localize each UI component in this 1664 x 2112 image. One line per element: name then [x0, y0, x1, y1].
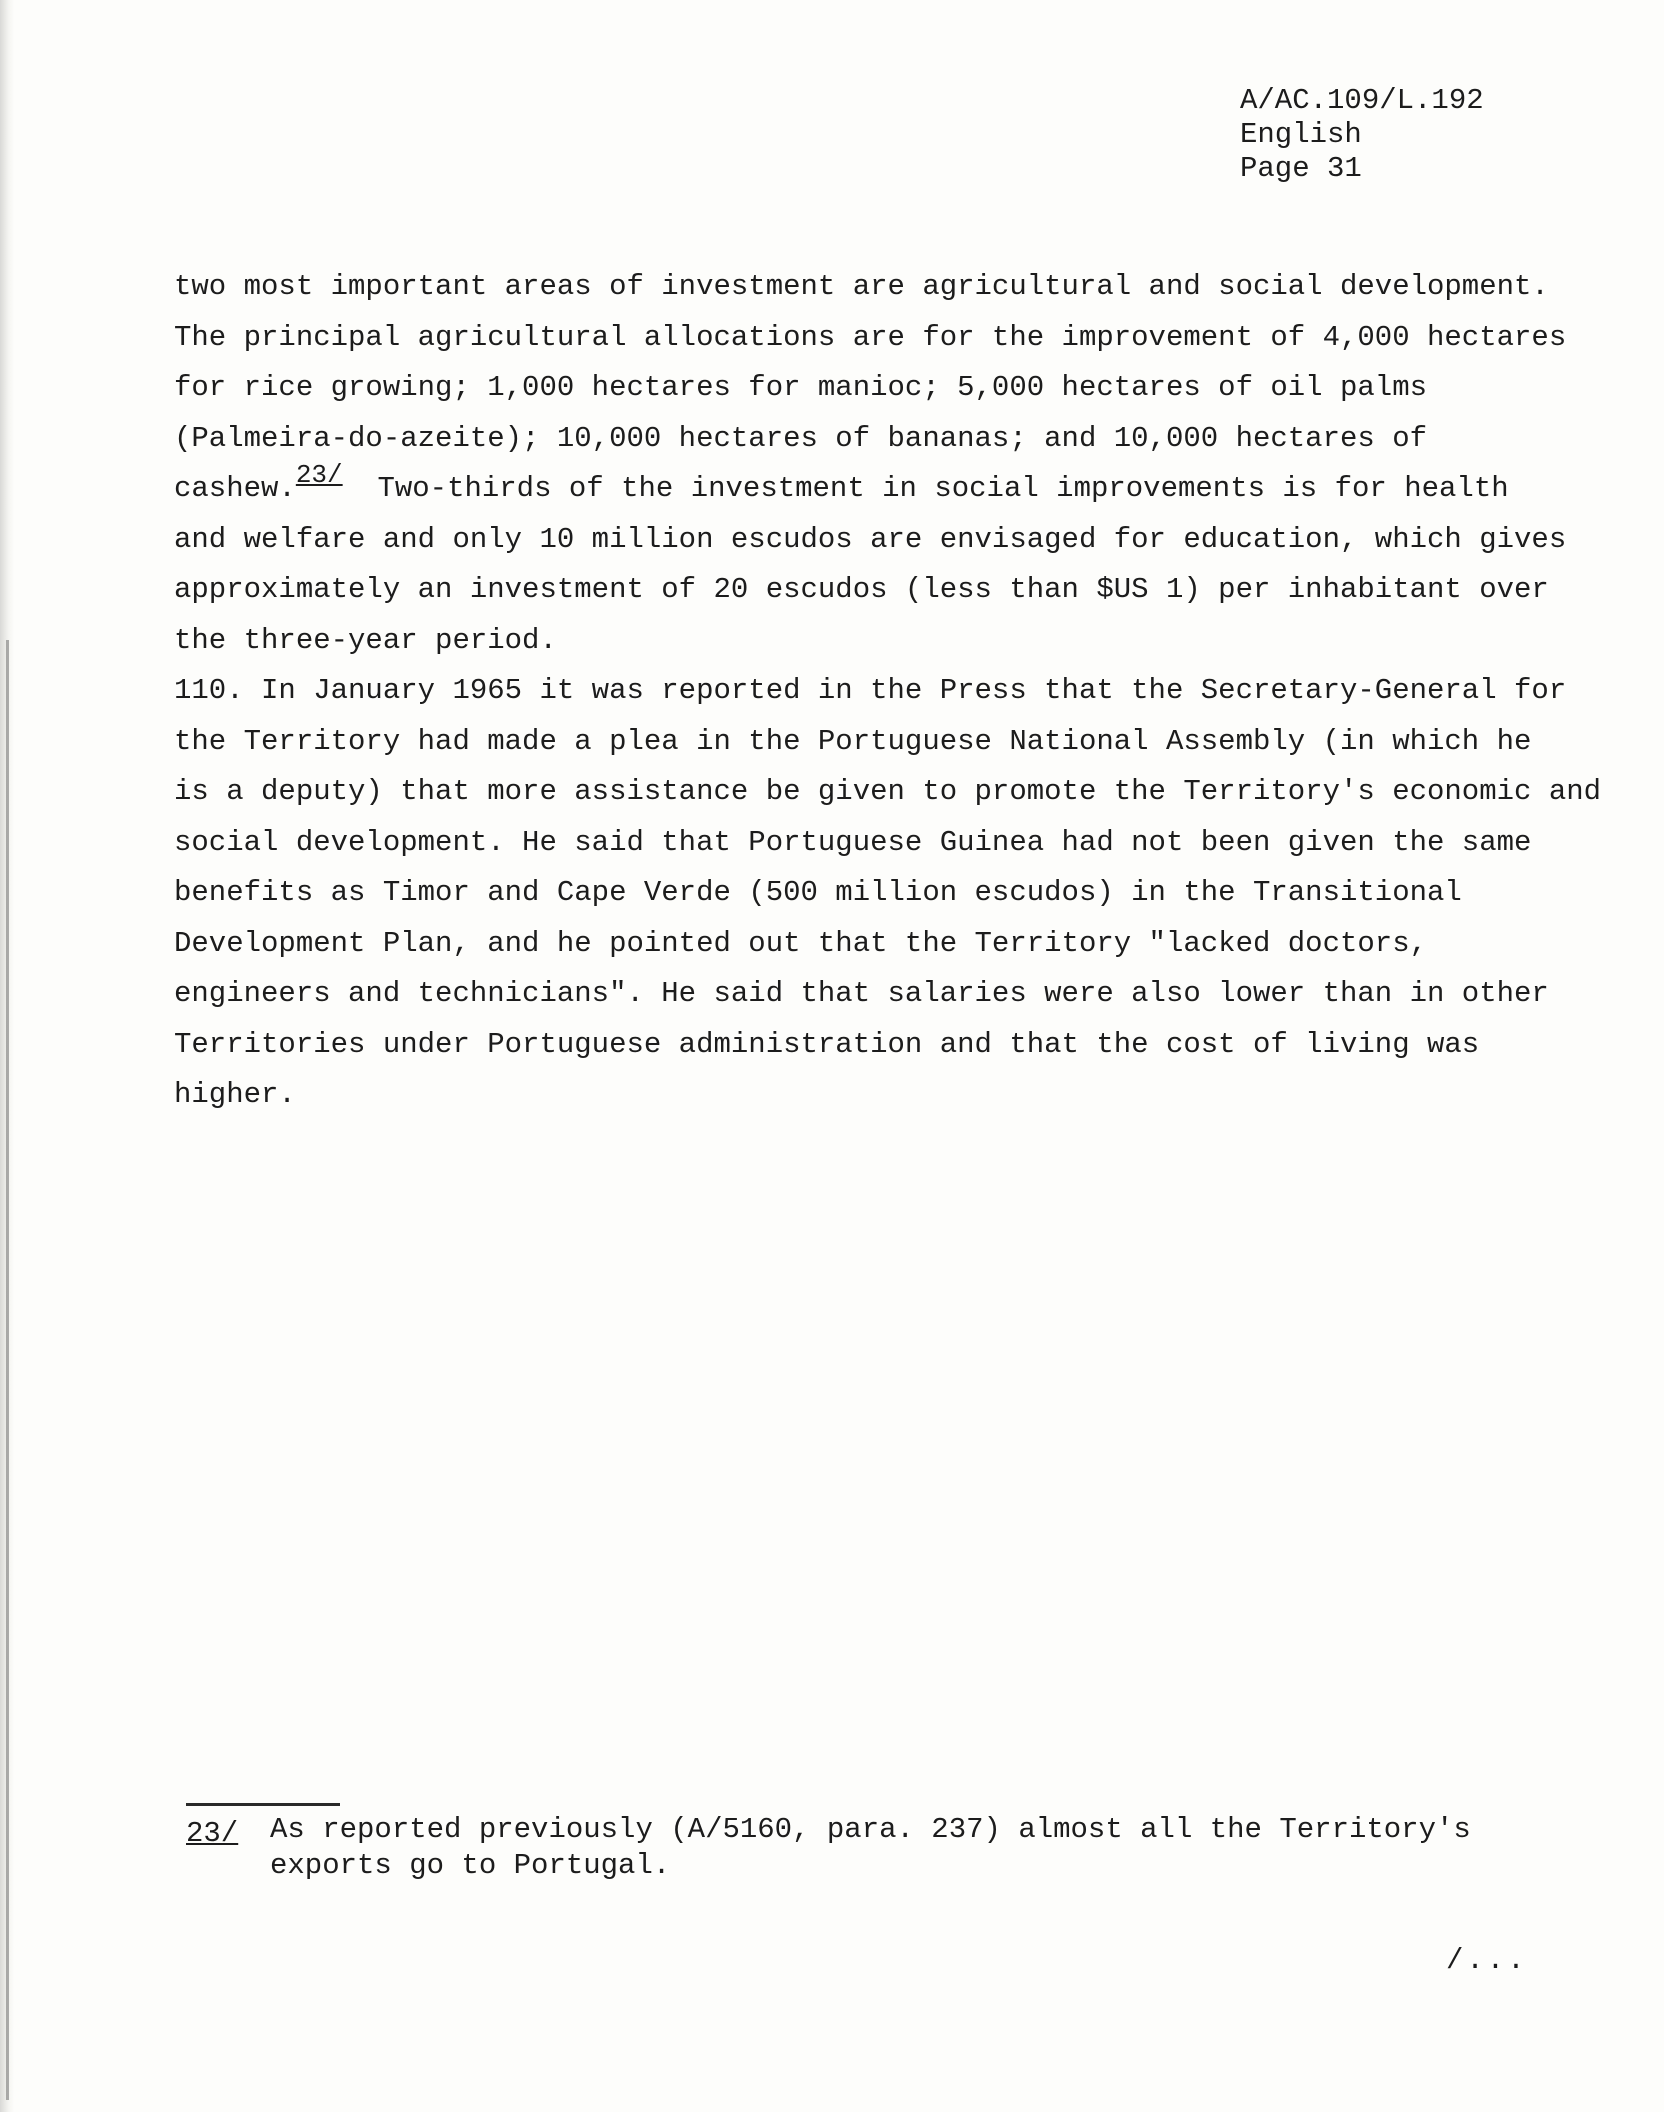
text-line: Territories under Portuguese administration and that the cost of living was	[174, 1027, 1480, 1061]
text-line: social development. He said that Portuguese Guinea had not been given the same	[174, 825, 1532, 859]
text-line: and welfare and only 10 million escudos are envisaged for education, which gives	[174, 522, 1567, 556]
continuation-mark: /...	[1446, 1944, 1528, 1977]
text-line: the three-year period.	[174, 623, 557, 657]
text-line: (Palmeira-do-azeite); 10,000 hectares of bananas; and 10,000 hectares of	[174, 421, 1428, 455]
document-language: English	[1240, 118, 1362, 151]
footnote-text	[270, 1812, 1471, 1884]
footnote-divider	[186, 1803, 340, 1806]
text-segment: Two-thirds of the investment in social improvements is for health	[377, 472, 1509, 505]
body-text	[174, 262, 1602, 1121]
text-line: benefits as Timor and Cape Verde (500 million escudos) in the Transitional	[174, 876, 1462, 909]
document-header	[1240, 84, 1484, 186]
text-line: the Territory had made a plea in the Portuguese National Assembly (in which he	[174, 724, 1532, 758]
text-line: approximately an investment of 20 escudos (less than $US 1) per inhabitant over	[174, 573, 1549, 606]
text-line: for rice growing; 1,000 hectares for manioc; 5,000 hectares of oil palms	[174, 371, 1428, 404]
text-segment: cashew.	[174, 472, 296, 505]
text-line: two most important areas of investment are agricultural and social development.	[174, 270, 1549, 303]
paragraph-start-line: 110. In January 1965 it was reported in the Press that the Secretary-General for	[174, 674, 1567, 707]
scan-edge-mark	[6, 640, 9, 2100]
footnote-line: As reported previously (A/5160, para. 237) almost all the Territory's	[270, 1813, 1471, 1846]
text-line: Development Plan, and he pointed out that the Territory "lacked doctors,	[174, 926, 1428, 960]
text-line: is a deputy) that more assistance be given to promote the Territory's economic and	[174, 775, 1602, 808]
footnote-mark: 23/	[186, 1817, 239, 1850]
footnote-reference: 23/	[295, 460, 343, 490]
text-line: engineers and technicians". He said that salaries were also lower than in other	[174, 977, 1549, 1010]
text-line: The principal agricultural allocations are for the improvement of 4,000 hectares	[174, 320, 1567, 354]
footnote-line: exports go to Portugal.	[270, 1849, 671, 1882]
text-line: higher.	[174, 1078, 296, 1111]
text-line	[174, 460, 1554, 515]
page-number: Page 31	[1240, 152, 1362, 185]
document-symbol: A/AC.109/L.192	[1240, 84, 1484, 117]
